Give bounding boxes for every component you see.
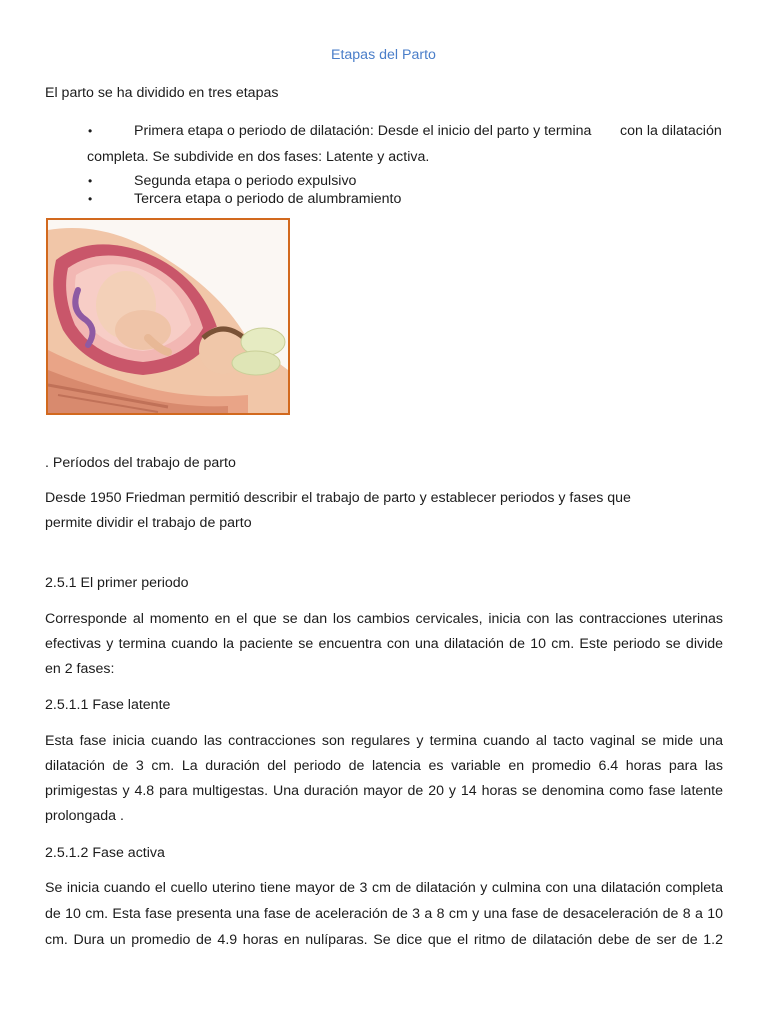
bullet-1-text-end: con la dilatación xyxy=(620,123,722,139)
section-2-5-1-1-line: prolongada . xyxy=(45,808,124,824)
periodos-heading: . Períodos del trabajo de parto xyxy=(45,455,236,471)
section-2-5-1-2-line: Se inicia cuando el cuello uterino tiene mayor de 3 cm de dilatación y culmina con una dilatación completa xyxy=(45,880,723,896)
birth-illustration-drawing xyxy=(48,220,288,413)
bullet-marker: • xyxy=(88,192,93,206)
bullet-1-text: Primera etapa o periodo de dilatación: Desde el inicio del parto y termina xyxy=(134,123,592,139)
document-title: Etapas del Parto xyxy=(331,47,436,63)
section-2-5-1-2-heading: 2.5.1.2 Fase activa xyxy=(45,845,165,861)
section-2-5-1-1-heading: 2.5.1.1 Fase latente xyxy=(45,697,171,713)
bullet-marker: • xyxy=(88,174,93,188)
section-2-5-1-line: Corresponde al momento en el que se dan los cambios cervicales, inicia con las contracciones uterinas xyxy=(45,611,723,627)
bullet-1-continuation: completa. Se subdivide en dos fases: Latente y activa. xyxy=(87,149,430,165)
section-2-5-1-heading: 2.5.1 El primer periodo xyxy=(45,575,189,591)
section-2-5-1-line: efectivas y termina cuando la paciente se encuentra con una dilatación de 10 cm. Este periodo se divide xyxy=(45,636,723,652)
intro-paragraph: El parto se ha dividido en tres etapas xyxy=(45,85,279,101)
bullet-3-text: Tercera etapa o periodo de alumbramiento xyxy=(134,191,402,207)
section-2-5-1-1-line: primigestas y 4.8 para multigestas. Una duración mayor de 20 y 14 horas se denomina como fase latente xyxy=(45,783,723,799)
section-2-5-1-2-line: de 10 cm. Esta fase presenta una fase de aceleración de 3 a 8 cm y una fase de desaceleración de 8 a 10 xyxy=(45,906,723,922)
section-2-5-1-1-line: dilatación de 3 cm. La duración del periodo de latencia es variable en promedio 6.4 horas para las xyxy=(45,758,723,774)
birth-illustration xyxy=(46,218,290,415)
friedman-line-2: permite dividir el trabajo de parto xyxy=(45,515,252,531)
bullet-2-text: Segunda etapa o periodo expulsivo xyxy=(134,173,357,189)
section-2-5-1-line: en 2 fases: xyxy=(45,661,115,677)
section-2-5-1-1-line: Esta fase inicia cuando las contracciones son regulares y termina cuando al tacto vaginal se mide una xyxy=(45,733,723,749)
friedman-line-1: Desde 1950 Friedman permitió describir el trabajo de parto y establecer periodos y fases que xyxy=(45,490,631,506)
section-2-5-1-2-line: cm. Dura un promedio de 4.9 horas en nulíparas. Se dice que el ritmo de dilatación debe de ser de 1.2 xyxy=(45,932,723,948)
bullet-marker: • xyxy=(88,124,93,138)
